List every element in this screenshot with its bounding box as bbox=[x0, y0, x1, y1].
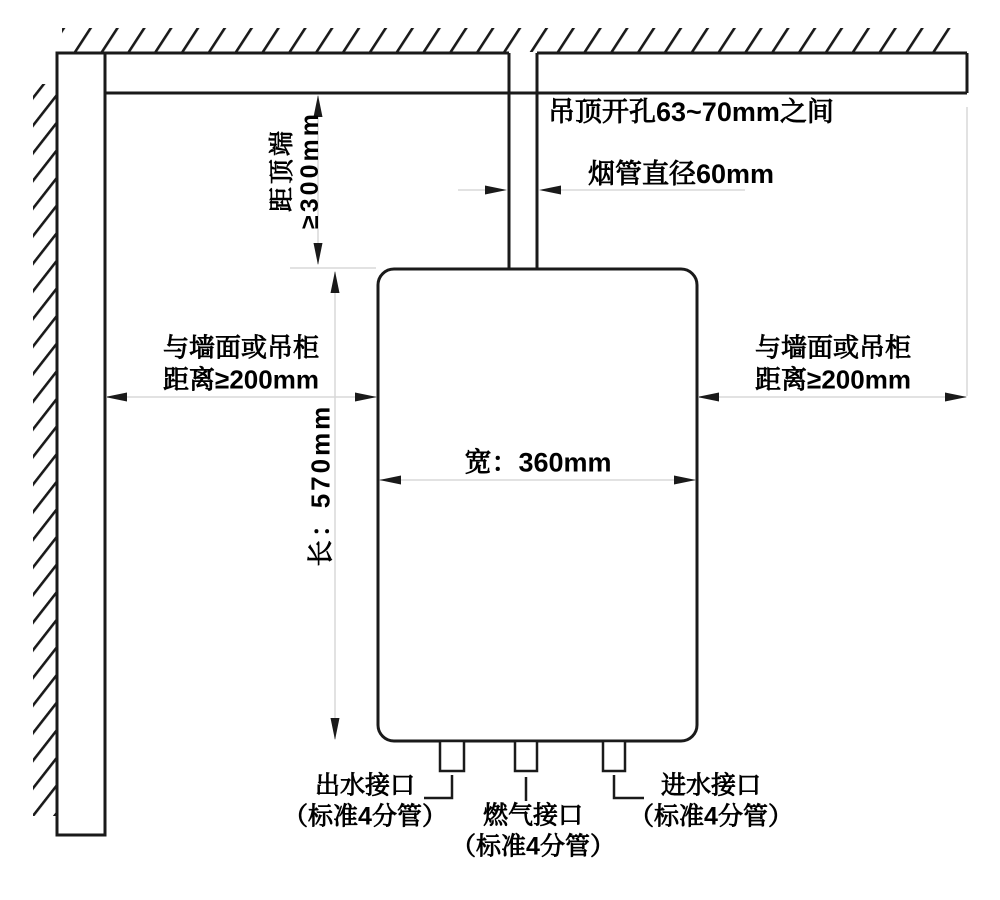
gas-line1: 燃气接口 bbox=[482, 801, 583, 830]
outlet-line2: （标准4分管） bbox=[283, 802, 447, 830]
gas-line2: （标准4分管） bbox=[451, 832, 615, 860]
right-clearance-line1: 与墙面或吊柜 bbox=[754, 332, 912, 363]
outlet-label bbox=[283, 771, 447, 832]
arrow-down-icon bbox=[314, 243, 323, 265]
inlet-label bbox=[629, 771, 793, 832]
body-height-label: 长：570mm bbox=[305, 403, 336, 567]
arrow-down-icon bbox=[331, 718, 340, 740]
left-wall bbox=[57, 53, 105, 835]
gas-label bbox=[451, 801, 615, 862]
inlet-line1: 进水接口 bbox=[660, 771, 761, 800]
water-heater-body bbox=[378, 269, 697, 741]
left-clearance-line2: 距离≥200mm bbox=[163, 364, 319, 394]
right-clearance-line2: 距离≥200mm bbox=[755, 364, 911, 394]
gas-stub bbox=[515, 741, 537, 771]
flue-pipe bbox=[509, 53, 537, 268]
top-clearance-label bbox=[268, 111, 324, 229]
flue-diameter-label: 烟管直径60mm bbox=[588, 159, 775, 189]
ceiling-opening-label: 吊顶开孔63~70mm之间 bbox=[548, 97, 834, 127]
left-clearance-label bbox=[163, 332, 319, 395]
arrow-right-icon bbox=[485, 186, 507, 195]
top-clearance-line1: 距顶端 bbox=[268, 127, 296, 213]
arrow-up-icon bbox=[331, 271, 340, 293]
outlet-stub bbox=[440, 741, 464, 771]
arrow-right-icon bbox=[355, 393, 377, 402]
top-clearance-line2: ≥300mm bbox=[296, 111, 324, 229]
wall-hatch bbox=[33, 84, 56, 816]
body-width-label: 宽：360mm bbox=[464, 447, 612, 478]
right-clearance-label bbox=[755, 332, 911, 395]
arrow-left-icon bbox=[539, 186, 561, 195]
arrow-right-icon bbox=[945, 393, 967, 402]
inlet-line2: （标准4分管） bbox=[629, 802, 793, 830]
left-clearance-line1: 与墙面或吊柜 bbox=[162, 332, 320, 363]
arrow-left-icon bbox=[697, 393, 719, 402]
outlet-line1: 出水接口 bbox=[314, 771, 415, 800]
inlet-stub bbox=[603, 741, 625, 771]
arrow-left-icon bbox=[105, 393, 127, 402]
ceiling-hatch bbox=[62, 28, 958, 52]
